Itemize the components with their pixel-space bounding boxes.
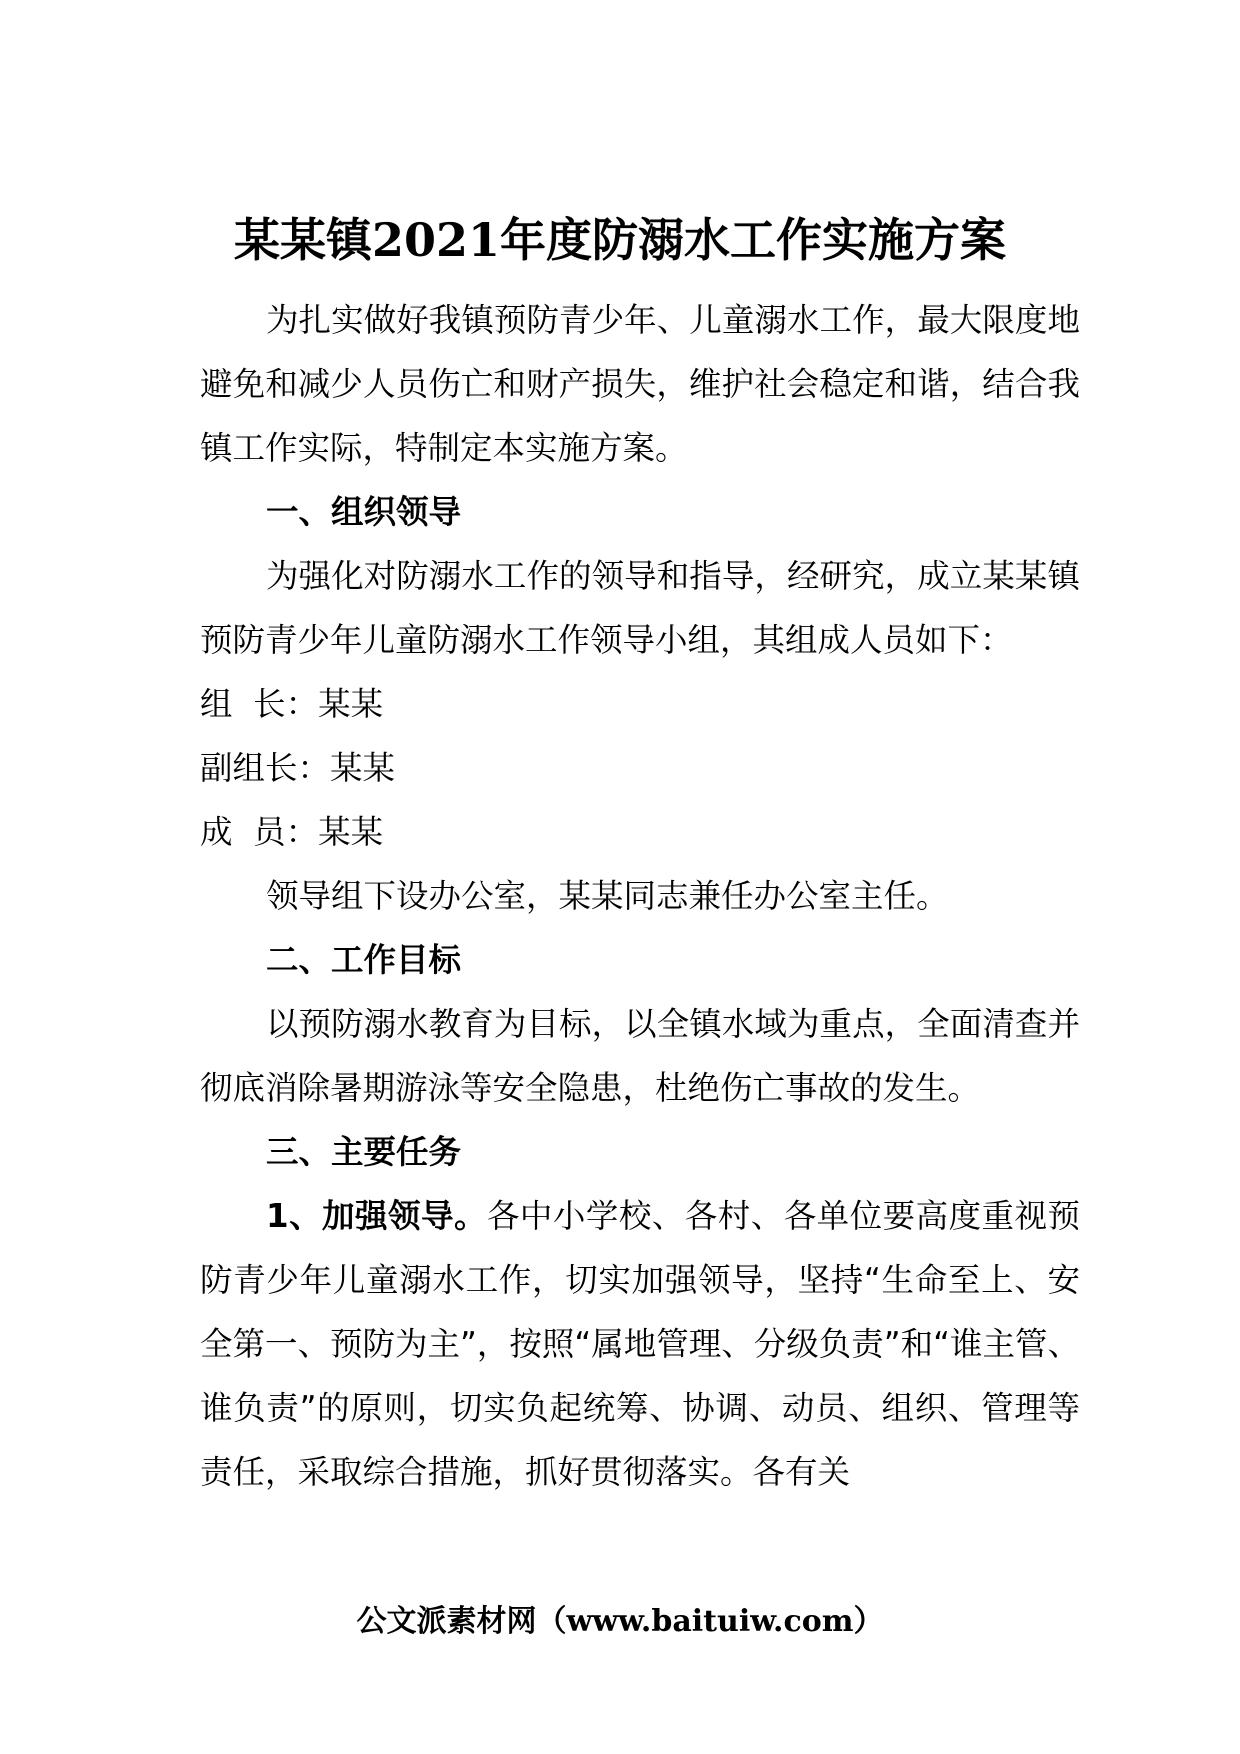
member-name: 某某 bbox=[318, 813, 384, 851]
section-heading-organization: 一、组织领导 bbox=[266, 493, 462, 531]
intro-paragraph: 为扎实做好我镇预防青少年、儿童溺水工作，最大限度地避免和减少人员伤亡和财产损失，维护社会稳定和谐，结合我镇工作实际，特制定本实施方案。 bbox=[200, 301, 1080, 467]
member-label: 组 长： bbox=[200, 685, 319, 723]
document-title: 某某镇2021年度防溺水工作实施方案 bbox=[233, 213, 1007, 267]
goals-paragraph: 以预防溺水教育为目标，以全镇水域为重点，全面清查并彻底消除暑期游泳等安全隐患，杜绝伤亡事故的发生。 bbox=[200, 1005, 1080, 1107]
office-paragraph: 领导组下设办公室，某某同志兼任办公室主任。 bbox=[266, 877, 949, 915]
member-name: 某某 bbox=[318, 685, 384, 723]
document-body bbox=[200, 288, 1080, 1504]
member-line-leader bbox=[200, 672, 1080, 736]
member-name: 某某 bbox=[330, 749, 396, 787]
section-heading-goals: 二、工作目标 bbox=[266, 941, 462, 979]
section-heading-tasks: 三、主要任务 bbox=[266, 1133, 462, 1171]
footer-source: 公文派素材网（www.baituiw.com） bbox=[356, 1604, 884, 1639]
task-item-1 bbox=[200, 1184, 1080, 1504]
organization-paragraph: 为强化对防溺水工作的领导和指导，经研究，成立某某镇预防青少年儿童防溺水工作领导小组，其组成人员如下： bbox=[200, 557, 1080, 659]
member-line-deputy bbox=[200, 736, 1080, 800]
task-item-1-lead: 1、加强领导。 bbox=[266, 1197, 487, 1235]
task-item-1-text: 各中小学校、各村、各单位要高度重视预防青少年儿童溺水工作，切实加强领导，坚持“生命至上、安全第一、预防为主”，按照“属地管理、分级负责”和“谁主管、谁负责”的原则，切实负起统筹、协调、动员、组织、管理等责任，采取综合措施，抓好贯彻落实。各有关 bbox=[200, 1197, 1080, 1491]
member-line-members bbox=[200, 800, 1080, 864]
member-label: 副组长： bbox=[200, 749, 331, 787]
member-label: 成 员： bbox=[200, 813, 319, 851]
